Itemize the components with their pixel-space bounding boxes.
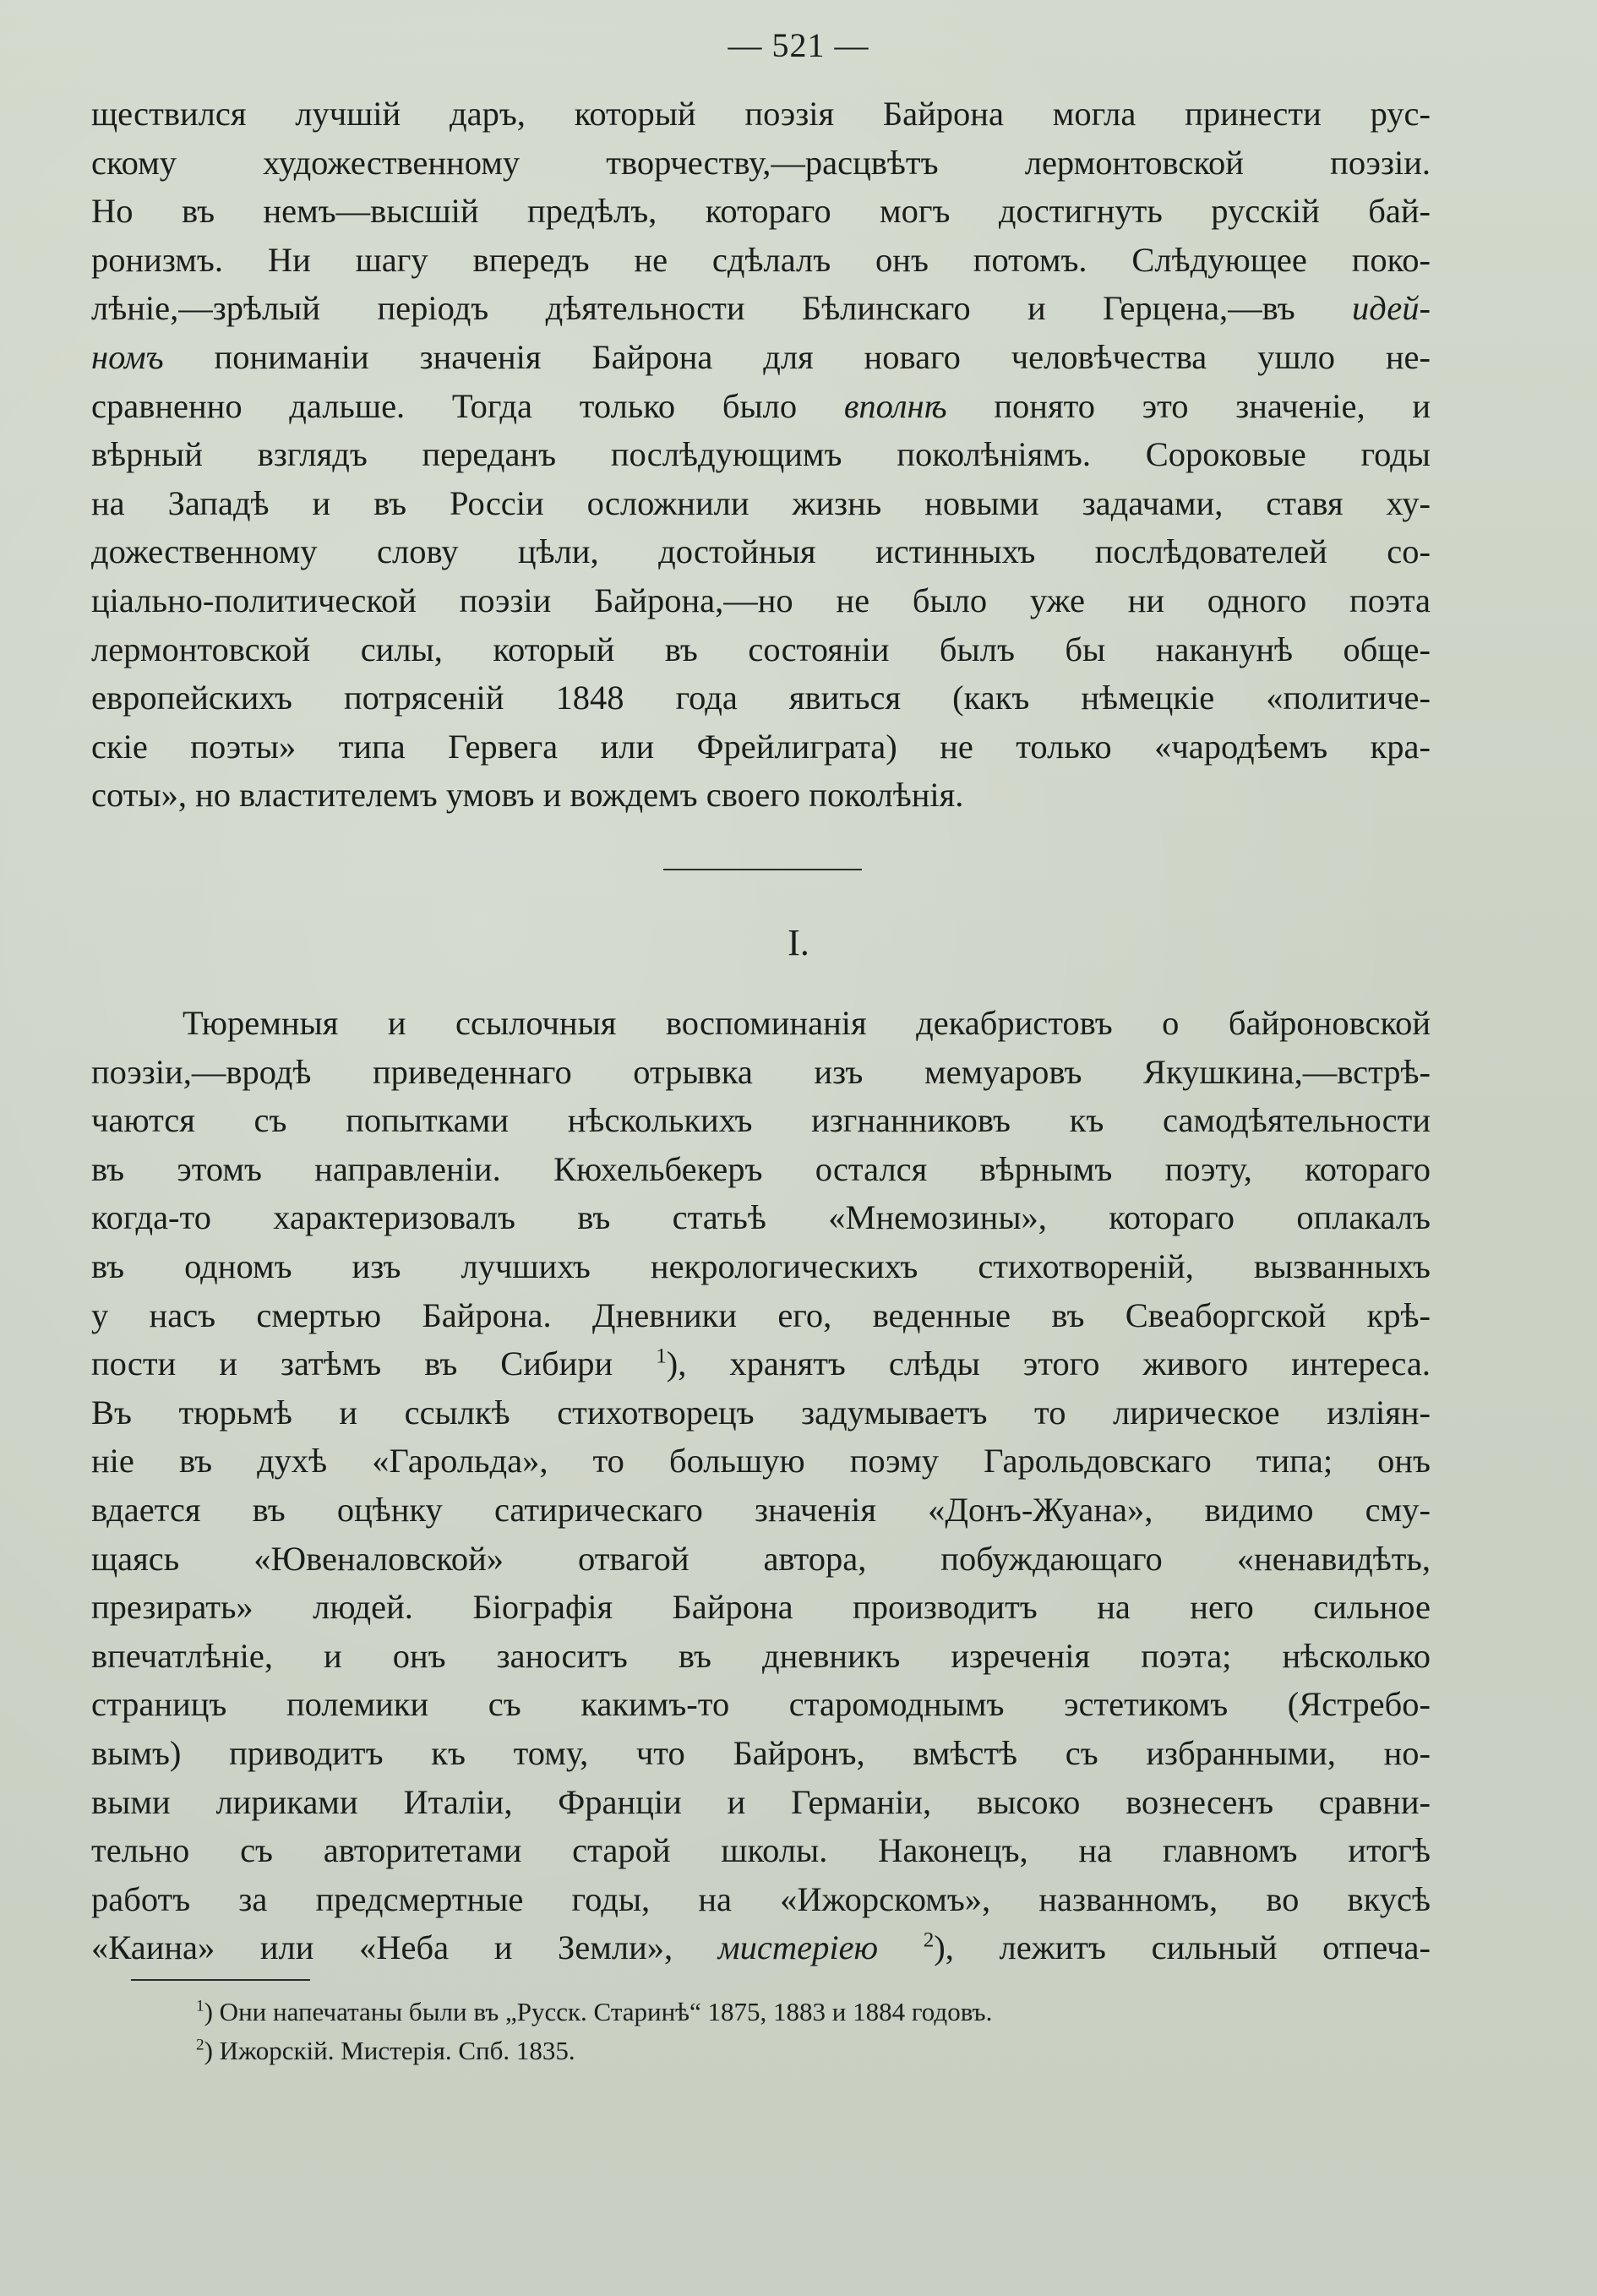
italic-word: номъ — [91, 337, 164, 376]
text-segment: номъ пониманіи значенія Байрона для новаго человѣчества ушло не- — [91, 337, 1431, 376]
text-line-with-footnote — [91, 1339, 1431, 1388]
footnote-text: ) Они напечатаны были въ „Русск. Старинѣ“ 1875, 1883 и 1884 годовъ. — [204, 1997, 993, 2026]
footnote-text: ) Ижорскій. Мистерія. Спб. 1835. — [204, 2036, 575, 2065]
text-line: дожественному слову цѣли, достойныя истинныхъ послѣдователей со- — [91, 532, 1431, 571]
footnote-2 — [196, 2031, 1463, 2070]
text-segment: пости и затѣмъ въ Сибири — [91, 1344, 613, 1383]
text-line: Тюремныя и ссылочныя воспоминанія декабристовъ о байроновской — [183, 1004, 1431, 1042]
text-line: презирать» людей. Біографія Байрона производитъ на него сильное — [91, 1588, 1431, 1627]
text-line: вымъ) приводитъ къ тому, что Байронъ, вмѣстѣ съ избранными, но- — [91, 1733, 1431, 1772]
text-line: соты», но властителемъ умовъ и вождемъ своего поколѣнія. — [91, 776, 964, 815]
footnote-1 — [196, 1993, 1463, 2031]
italic-word: мистеріею — [717, 1928, 879, 1967]
text-line-with-footnote — [91, 1923, 1431, 1972]
text-line: ціально-политической поэзіи Байрона,—но не было уже ни одного поэта — [91, 581, 1431, 619]
text-line-with-italic — [91, 333, 1431, 382]
text-line: страницъ полемики съ какимъ-то старомоднымъ эстетикомъ (Ястребо- — [91, 1685, 1431, 1724]
footnote-number: 2 — [196, 2036, 204, 2054]
text-line-with-italic — [91, 382, 1431, 431]
text-segment: «Каина» или «Неба и Земли», — [91, 1928, 673, 1967]
text-line: ществился лучшій даръ, который поэзія Байрона могла принести рус- — [91, 95, 1431, 133]
text-line: скіе поэты» типа Гервега или Фрейлиграта) не только «чародѣемъ кра- — [91, 727, 1431, 766]
italic-word: идей- — [1352, 289, 1431, 328]
text-segment: ), лежитъ сильный отпеча- — [934, 1928, 1431, 1967]
paragraph-continuation — [91, 90, 1431, 820]
footnote-divider — [131, 1979, 310, 1981]
text-line: щаясь «Ювеналовской» отвагой автора, побуждающаго «ненавидѣть, — [91, 1539, 1431, 1578]
text-line: скому художественному творчеству,—расцвѣтъ лермонтовской поэзіи. — [91, 143, 1431, 182]
text-line: Но въ немъ—высшій предѣлъ, котораго могъ достигнуть русскій бай- — [91, 192, 1431, 231]
text-line: тельно съ авторитетами старой школы. Наконецъ, на главномъ итогѣ — [91, 1831, 1431, 1870]
text-line: выми лириками Италіи, Франціи и Германіи, высоко вознесенъ сравни- — [91, 1782, 1431, 1821]
text-line: ронизмъ. Ни шагу впередъ не сдѣлалъ онъ потомъ. Слѣдующее поко- — [91, 240, 1431, 279]
text-line: впечатлѣніе, и онъ заноситъ въ дневникъ изреченія поэта; нѣсколько — [91, 1636, 1431, 1675]
page-number: — 521 — — [728, 26, 869, 64]
text-segment: сравненно дальше. Тогда только было вполнѣ понято это значеніе, и — [91, 386, 1431, 425]
footnote-mark: 2 — [923, 1928, 935, 1952]
italic-word: вполнѣ — [843, 386, 947, 425]
text-line: поэзіи,—вродѣ приведеннаго отрывка изъ мемуаровъ Якушкина,—встрѣ- — [91, 1052, 1431, 1091]
text-line: европейскихъ потрясеній 1848 года явиться (какъ нѣмецкіе «политиче- — [91, 679, 1431, 717]
text-line-with-italic — [91, 284, 1431, 333]
text-segment: лѣніе,—зрѣлый періодъ дѣятельности Бѣлинскаго и Герцена,—въ идей- — [91, 289, 1431, 328]
text-line: ніе въ духѣ «Гарольда», то большую поэму Гарольдовскаго типа; онъ — [91, 1442, 1431, 1481]
text-segment: ), хранятъ слѣды этого живого интереса. — [666, 1344, 1431, 1383]
section-divider — [663, 869, 862, 870]
text-line: въ этомъ направленіи. Кюхельбекеръ остался вѣрнымъ поэту, котораго — [91, 1149, 1431, 1188]
text-line: чаются съ попытками нѣсколькихъ изгнанниковъ къ самодѣятельности — [91, 1101, 1431, 1140]
text-line: работъ за предсмертные годы, на «Ижорскомъ», названномъ, во вкусѣ — [91, 1879, 1431, 1918]
text-line: Въ тюрьмѣ и ссылкѣ стихотворецъ задумываетъ то лирическое изліян- — [91, 1393, 1431, 1432]
text-line: лермонтовской силы, который въ состояніи былъ бы наканунѣ обще- — [91, 630, 1431, 668]
footnote-mark: 1 — [656, 1344, 667, 1368]
text-line: у насъ смертью Байрона. Дневники его, веденные въ Свеаборгской крѣ- — [91, 1295, 1431, 1334]
footnote-number: 1 — [196, 1997, 204, 2015]
text-line: вѣрный взглядъ переданъ послѣдующимъ поколѣніямъ. Сороковые годы — [91, 435, 1431, 474]
section-heading: I. — [788, 922, 809, 963]
paragraph-section-one — [91, 999, 1431, 1972]
text-line: въ одномъ изъ лучшихъ некрологическихъ стихотвореній, вызванныхъ — [91, 1246, 1431, 1285]
footnotes — [196, 1993, 1463, 2070]
text-line: на Западѣ и въ Россіи осложнили жизнь новыми задачами, ставя ху- — [91, 483, 1431, 522]
text-line: вдается въ оцѣнку сатирическаго значенія «Донъ-Жуана», видимо сму- — [91, 1490, 1431, 1529]
text-line: когда-то характеризовалъ въ статьѣ «Мнемозины», котораго оплакалъ — [91, 1198, 1431, 1237]
